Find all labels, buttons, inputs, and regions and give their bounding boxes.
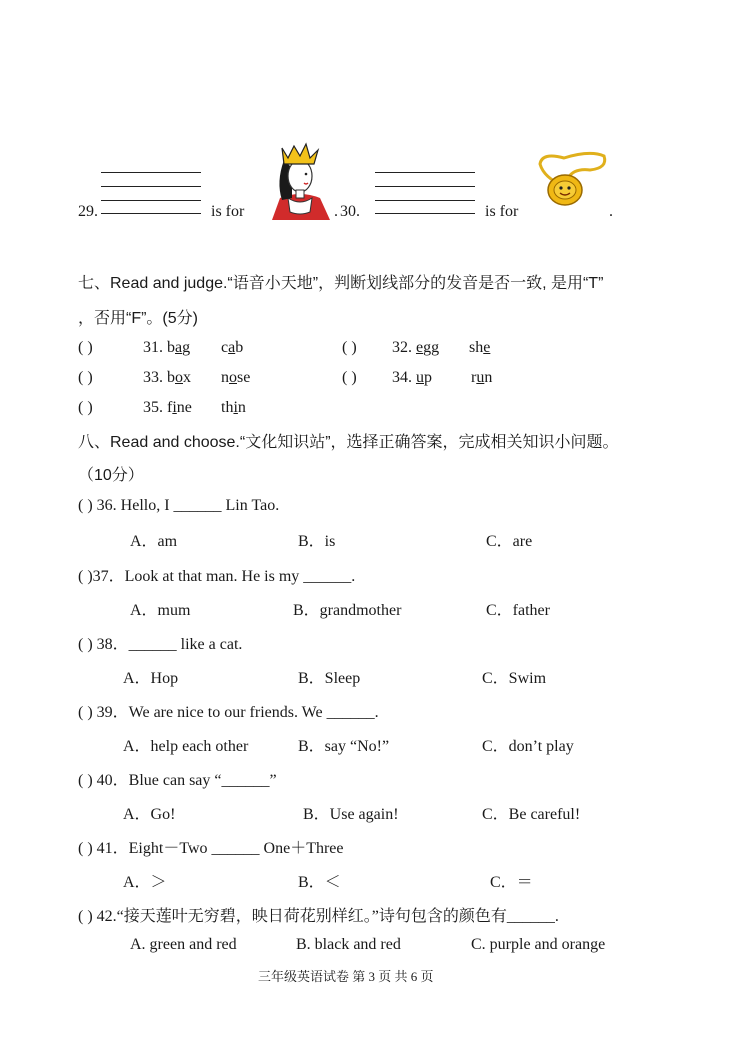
option-39-a[interactable]: A．help each other	[123, 738, 249, 755]
question-32-compare-word: she	[469, 339, 491, 356]
option-40-c[interactable]: C．Be careful!	[482, 806, 581, 823]
section7-heading: 七、Read and judge.“语音小天地”，判断划线部分的发音是否一致, 是用“T”	[78, 275, 604, 292]
question-37: ( )37．Look at that man. He is my ______.	[78, 568, 356, 585]
section8-heading-cont: （10分）	[78, 467, 144, 484]
option-38-b[interactable]: B．Sleep	[298, 670, 361, 687]
answer-paren-32[interactable]: ( )	[342, 339, 357, 356]
page-footer: 三年级英语试卷 第 3 页 共 6 页	[258, 969, 434, 984]
question-34: 34. up	[392, 369, 432, 386]
question-31-compare-word: cab	[221, 339, 244, 356]
question-42: ( ) 42.“接天莲叶无穷碧，映日荷花别样红。”诗句包含的颜色有______.	[78, 908, 559, 925]
question-39: ( ) 39．We are nice to our friends. We ______.	[78, 704, 379, 721]
option-42-b[interactable]: B. black and red	[296, 936, 401, 953]
question-32: 32. egg	[392, 339, 440, 356]
option-36-c[interactable]: C．are	[486, 533, 533, 550]
option-38-a[interactable]: A．Hop	[123, 670, 179, 687]
answer-paren-34[interactable]: ( )	[342, 369, 357, 386]
question-34-compare-word: run	[471, 369, 493, 386]
q29-is-for: is for	[211, 203, 245, 220]
queen-picture	[262, 142, 336, 220]
option-41-c[interactable]: C．＝	[490, 874, 533, 891]
question-36: ( ) 36. Hello, I ______ Lin Tao.	[78, 497, 280, 514]
question-31: 31. bag	[143, 339, 191, 356]
q29-period: .	[334, 203, 338, 220]
answer-paren-31[interactable]: ( )	[78, 339, 93, 356]
q30-period: .	[609, 203, 613, 220]
q29-number: 29.	[78, 203, 98, 220]
q30-is-for: is for	[485, 203, 519, 220]
yoyo-picture	[534, 148, 610, 218]
option-40-b[interactable]: B．Use again!	[303, 806, 399, 823]
question-40: ( ) 40．Blue can say “______”	[78, 772, 277, 789]
option-36-a[interactable]: A．am	[130, 533, 178, 550]
option-36-b[interactable]: B．is	[298, 533, 336, 550]
section7-heading-cont: ，否用“F”。(5分)	[78, 310, 198, 327]
option-38-c[interactable]: C．Swim	[482, 670, 547, 687]
option-41-b[interactable]: B．＜	[298, 874, 341, 891]
option-37-b[interactable]: B．grandmother	[293, 602, 402, 619]
option-41-a[interactable]: A．＞	[123, 874, 167, 891]
option-37-c[interactable]: C．father	[486, 602, 550, 619]
option-42-a[interactable]: A. green and red	[130, 936, 237, 953]
option-37-a[interactable]: A．mum	[130, 602, 191, 619]
option-42-c[interactable]: C. purple and orange	[471, 936, 606, 953]
question-33: 33. box	[143, 369, 191, 386]
question-38: ( ) 38．______ like a cat.	[78, 636, 243, 653]
q30-number: 30.	[340, 203, 360, 220]
answer-paren-35[interactable]: ( )	[78, 399, 93, 416]
section8-heading: 八、Read and choose.“文化知识站”，选择正确答案，完成相关知识小问题。	[78, 434, 619, 451]
option-39-b[interactable]: B．say “No!”	[298, 738, 390, 755]
question-33-compare-word: nose	[221, 369, 251, 386]
question-35-compare-word: thin	[221, 399, 246, 416]
option-39-c[interactable]: C．don’t play	[482, 738, 574, 755]
answer-paren-33[interactable]: ( )	[78, 369, 93, 386]
question-35: 35. fine	[143, 399, 192, 416]
option-40-a[interactable]: A．Go!	[123, 806, 176, 823]
question-41: ( ) 41．Eight－Two ______ One＋Three	[78, 840, 344, 857]
